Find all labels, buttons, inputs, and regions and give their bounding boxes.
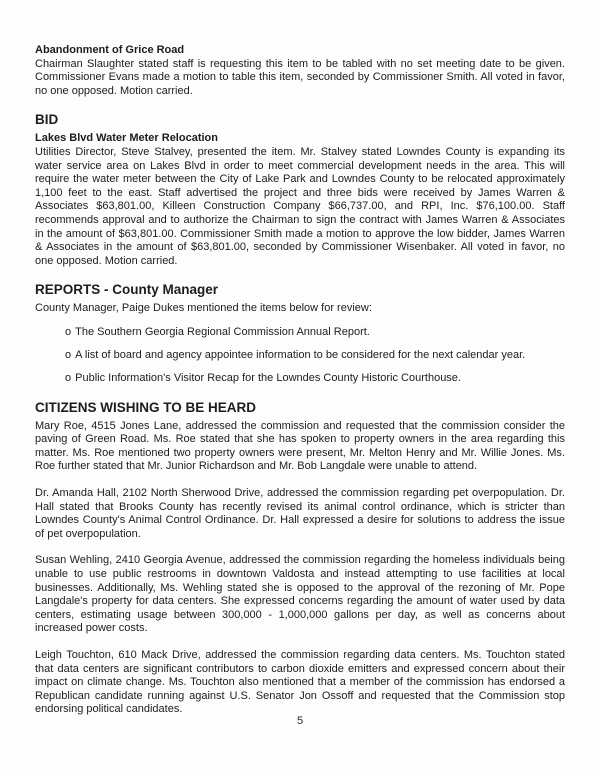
bullet-marker: o [65, 325, 72, 338]
bullet-marker: o [65, 372, 72, 385]
paragraph-reports-intro: County Manager, Paige Dukes mentioned the items below for review: [35, 302, 372, 315]
list-item-annual-report [65, 326, 565, 340]
paragraph-lakes-blvd-water-meter-relocation: Utilities Director, Steve Stalvey, presented the item. Mr. Stalvey stated Lowndes County is expanding its water service area on Lakes Blvd in order to meet commercial development needs in the area. This will require the water meter between the City of Lake Park and Lowndes County to be relocated approximately 1,100 feet to the east. Staff advertised the project and three bids were received by James Warren & Associates $63,801.00, Killeen Construction Company $66,737.00, and RPI, Inc. $76,100.00. Staff recommends approval and to authorize the Chairman to sign the contract with James Warren & Associates in the amount of $63,801.00. Commissioner Smith made a motion to approve the low bidder, James Warren & Associates in the amount of $63,801.00, seconded by Commissioner Wisenbaker. All voted in favor, no one opposed. Motion carried. [35, 145, 565, 267]
item-heading-abandonment-of-grice-road: Abandonment of Grice Road [35, 44, 185, 56]
list-item-text: Public Information's Visitor Recap for the Lowndes County Historic Courthouse. [75, 372, 461, 385]
section-heading-reports-county-manager: REPORTS - County Manager [35, 282, 219, 298]
list-item-text: The Southern Georgia Regional Commission Annual Report. [75, 325, 370, 338]
paragraph-amanda-hall: Dr. Amanda Hall, 2102 North Sherwood Drive, addressed the commission regarding pet overpopulation. Dr. Hall stated that Brooks County has recently revised its animal control ordinance, which is stricter than Lowndes County's Animal Control Ordinance. Dr. Hall expressed a desire for solutions to address the issue of pet overpopulation. [35, 487, 565, 540]
list-item-appointee-information [65, 349, 565, 363]
section-heading-citizens-wishing-to-be-heard: CITIZENS WISHING TO BE HEARD [35, 399, 257, 415]
paragraph-mary-roe: Mary Roe, 4515 Jones Lane, addressed the commission and requested that the commission consider the paving of Green Road. Ms. Roe stated that she has spoken to property owners in the area regarding this matter. Ms. Roe mentioned two property owners were present, Mr. Melton Henry and Mr. Willie Jones. Ms. Roe further stated that Mr. Junior Richardson and Mr. Bob Langdale were unable to attend. [35, 419, 565, 473]
item-heading-lakes-blvd-water-meter-relocation: Lakes Blvd Water Meter Relocation [35, 132, 218, 145]
list-item-text: A list of board and agency appointee information to be considered for the next calendar year. [75, 349, 526, 361]
bullet-marker: o [65, 349, 72, 361]
paragraph-leigh-touchton: Leigh Touchton, 610 Mack Drive, addressed the commission regarding data centers. Ms. Touchton stated that data centers are significant contributors to carbon dioxide emitters and expressed concern about their impact on climate change. Ms. Touchton also mentioned that a member of the commission has endorsed a Republican candidate running against U.S. Senator Jon Ossoff and requested that the Commission stop endorsing political candidates. [35, 649, 565, 716]
paragraph-abandonment-of-grice-road: Chairman Slaughter stated staff is requesting this item to be tabled with no set meeting date to be given. Commissioner Evans made a motion to table this item, seconded by Commissioner Smith. All voted in favor, no one opposed. Motion carried. [35, 57, 565, 97]
list-item-visitor-recap [65, 372, 565, 386]
section-heading-bid: BID [35, 112, 59, 128]
paragraph-susan-wehling: Susan Wehling, 2410 Georgia Avenue, addressed the commission regarding the homeless individuals being unable to use public restrooms in downtown Valdosta and instead attempting to use facilities at local businesses. Additionally, Ms. Wehling stated she is opposed to the approval of the rezoning of Mr. Pope Langdale's property for data centers. She expressed concerns regarding the amount of water used by data centers, estimating usage between 300,000 - 1,000,000 gallons per day, as well as concerns about increased power costs. [35, 554, 565, 635]
page-number: 5 [296, 715, 304, 728]
reports-review-list [35, 326, 565, 386]
